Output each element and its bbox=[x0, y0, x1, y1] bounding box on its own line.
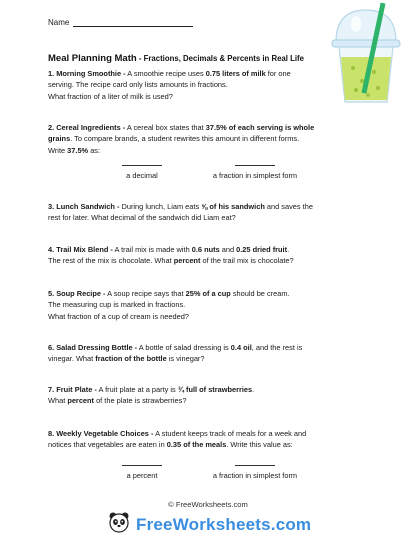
question-7: 7. Fruit Plate - A fruit plate at a party is ¾ full of strawberries. What percent of the plate is strawberries? bbox=[48, 385, 255, 406]
q4-label: 4. Trail Mix Blend - bbox=[48, 245, 113, 254]
name-field-line[interactable] bbox=[73, 18, 193, 27]
q8-label: 8. Weekly Vegetable Choices - bbox=[48, 429, 154, 438]
q8-blank-fraction[interactable]: a fraction in simplest form bbox=[196, 465, 314, 480]
name-row bbox=[48, 18, 193, 27]
name-label: Name bbox=[48, 18, 70, 27]
question-2: 2. Cereal Ingredients - A cereal box states that 37.5% of each serving is whole grains. To compare brands, a student rewrites this amount in different forms. Write 37.5% as: bbox=[48, 123, 315, 155]
title-main: Meal Planning Math bbox=[48, 53, 137, 64]
worksheet-title bbox=[48, 53, 304, 64]
question-8: 8. Weekly Vegetable Choices - A student keeps track of meals for a week and notices that vegetables are eaten in 0.35 of the meals. Write this value as: bbox=[48, 429, 307, 450]
q7-label: 7. Fruit Plate - bbox=[48, 385, 97, 394]
brand-name: FreeWorksheets.com bbox=[136, 514, 312, 534]
brand-logo[interactable] bbox=[108, 511, 311, 538]
question-5: 5. Soup Recipe - A soup recipe says that 25% of a cup should be cream. The measuring cup is marked in fractions. What fraction of a cup of cream is needed? bbox=[48, 289, 290, 321]
q2-blank-decimal[interactable]: a decimal bbox=[114, 165, 170, 180]
panda-logo-icon bbox=[108, 511, 130, 538]
q2-label: 2. Cereal Ingredients - bbox=[48, 123, 126, 132]
q2-blank-fraction[interactable]: a fraction in simplest form bbox=[196, 165, 314, 180]
q6-label: 6. Salad Dressing Bottle - bbox=[48, 343, 138, 352]
q1-label: 1. Morning Smoothie - bbox=[48, 69, 126, 78]
question-6: 6. Salad Dressing Bottle - A bottle of salad dressing is 0.4 oil, and the rest is vinegar. What fraction of the bottle is vinegar? bbox=[48, 343, 303, 364]
question-1: 1. Morning Smoothie - A smoothie recipe uses 0.75 liters of milk for one serving. The recipe card only lists amounts in fractions. What fraction of a liter of milk is used? bbox=[48, 69, 291, 101]
q3-label: 3. Lunch Sandwich - bbox=[48, 202, 120, 211]
q8-blank-percent[interactable]: a percent bbox=[114, 465, 170, 480]
title-subtitle: - Fractions, Decimals & Percents in Real Life bbox=[136, 54, 304, 63]
question-3: 3. Lunch Sandwich - During lunch, Liam eats ⅝ of his sandwich and saves the rest for later. What decimal of the sandwich did Liam eat? bbox=[48, 202, 313, 223]
question-4: 4. Trail Mix Blend - A trail mix is made with 0.6 nuts and 0.25 dried fruit. The rest of the mix is chocolate. What percent of the trail mix is chocolate? bbox=[48, 245, 294, 266]
copyright-link[interactable]: © FreeWorksheets.com bbox=[168, 500, 248, 509]
q5-label: 5. Soup Recipe - bbox=[48, 289, 106, 298]
